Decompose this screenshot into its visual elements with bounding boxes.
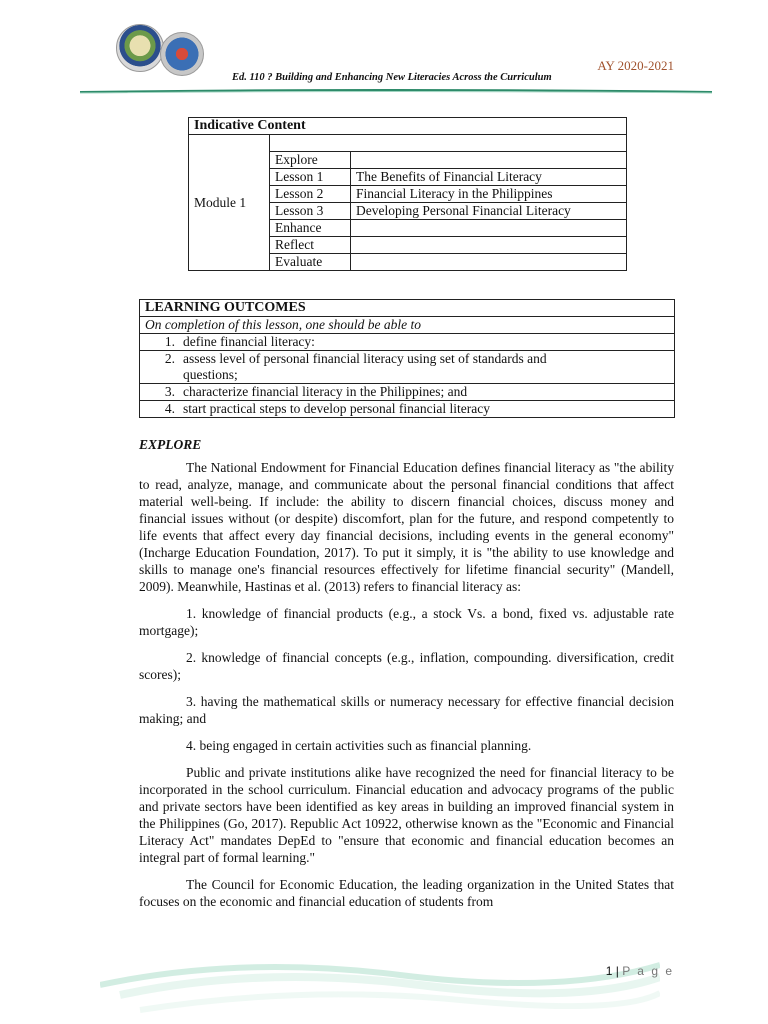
- table-row: Evaluate: [189, 254, 627, 271]
- table-row: Reflect: [189, 237, 627, 254]
- paragraph: Public and private institutions alike have recognized the need for financial literacy to be incorporated in the school curriculum. Financial education and advocacy programs of the public and private sectors have been identified as key areas in building an improved financial system in the Philippines (Go, 2017). Republic Act 10922, otherwise known as the "Economic and Financial Literacy Act" mandates DepEd to "ensure that economic and financial education becomes an integral part of formal learning.": [139, 765, 674, 865]
- learning-outcomes-table: [139, 299, 675, 418]
- list-item: 2. knowledge of financial concepts (e.g., inflation, compounding. diversification, credit scores);: [139, 650, 674, 682]
- header-logos: [116, 24, 208, 76]
- list-item: 3. having the mathematical skills or numeracy necessary for effective financial decision making; and: [139, 694, 674, 726]
- paragraph: The Council for Economic Education, the leading organization in the United States that focuses on the economic and financial education of students from: [139, 877, 674, 909]
- blank-row: [270, 135, 627, 152]
- list-item: 4. start practical steps to develop personal financial literacy: [140, 401, 675, 418]
- explore-heading: EXPLORE: [139, 437, 202, 452]
- college-seal-logo: [160, 32, 204, 76]
- academic-year: AY 2020-2021: [597, 58, 674, 73]
- indicative-content-table: [188, 117, 627, 271]
- paragraph: The National Endowment for Financial Education defines financial literacy as "the ability to read, analyze, manage, and communicate about the personal financial conditions that affect material well-being. If include: the ability to discern financial choices, discuss money and financial issues without (or despite) discomfort, plan for the future, and respond competently to life events that affect every day financial decisions, including events in the general economy" (Incharge Education Foundation, 2017). To put it simply, it is "the ability to use knowledge and skills to manage one's financial resources effectively for lifetime financial security" (Mandell, 2009). Meanwhile, Hastinas et al. (2013) refers to financial literacy as:: [139, 460, 674, 594]
- outcomes-title: LEARNING OUTCOMES: [140, 300, 675, 317]
- list-item: 2. assess level of personal financial literacy using set of standards and questions;: [140, 351, 675, 384]
- footer-wave-decoration: [100, 955, 660, 1015]
- table-row: Lesson 3 Developing Personal Financial Literacy: [189, 203, 627, 220]
- outcomes-subtitle: On completion of this lesson, one should be able to: [140, 317, 675, 334]
- table-row: Lesson 2 Financial Literacy in the Philippines: [189, 186, 627, 203]
- header-rule: [80, 89, 712, 94]
- list-item: 1. knowledge of financial products (e.g., a stock Vs. a bond, fixed vs. adjustable rate mortgage);: [139, 606, 674, 638]
- explore-section: [139, 436, 674, 916]
- university-seal-logo: [116, 24, 164, 72]
- table-row: Explore: [189, 152, 627, 169]
- list-item: 1. define financial literacy:: [140, 334, 675, 351]
- indicative-title: Indicative Content: [189, 118, 627, 135]
- table-row: Lesson 1 The Benefits of Financial Literacy: [189, 169, 627, 186]
- page-number: 1 | P a g e: [605, 964, 674, 978]
- list-item: 4. being engaged in certain activities such as financial planning.: [186, 738, 532, 753]
- table-row: Enhance: [189, 220, 627, 237]
- list-item: 3. characterize financial literacy in the Philippines; and: [140, 384, 675, 401]
- module-label: Module 1: [189, 135, 270, 271]
- course-title: Ed. 110 ? Building and Enhancing New Literacies Across the Curriculum: [232, 72, 552, 83]
